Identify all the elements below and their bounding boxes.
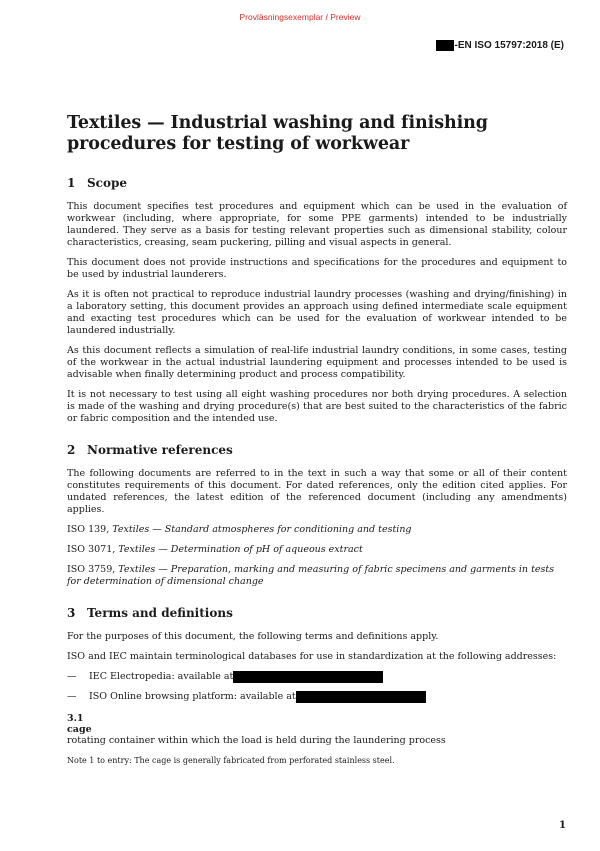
paragraph: This document does not provide instructions and specifications for the procedures and equipment to be used by industrial launderers. (67, 257, 567, 280)
reference-id: ISO 3759, (67, 564, 116, 575)
section-title: Normative references (87, 443, 233, 457)
reference-id: ISO 139, (67, 524, 110, 535)
paragraph: This document specifies test procedures and equipment which can be used in the evaluation of workwear (including, where appropriate, for some PPE garments) intended to be industrially laundered. They serve as a basis for testing relevant properties such as dimensional stability, colour characteristics, creasing, seam puckering, pilling and visual aspects in general. (67, 201, 567, 248)
section-heading-scope (67, 176, 567, 191)
paragraph: It is not necessary to test using all eight washing procedures nor both drying procedures. A selection is made of the washing and drying procedure(s) that are best suited to the characteristics of the fabric or fabric composition and the intended use. (67, 389, 567, 424)
redacted-link (296, 691, 426, 703)
reference-item (67, 524, 567, 536)
section-title: Scope (87, 176, 128, 190)
redacted-link (233, 671, 383, 683)
paragraph: The following documents are referred to in the text in such a way that some or all of their content constitutes requirements of this document. For dated references, only the edition cited applies. For undated references, the latest edition of the referenced document (including any amendments) applies. (67, 468, 567, 515)
term-note: Note 1 to entry: The cage is generally fabricated from perforated stainless steel. (67, 756, 395, 765)
section-number: 1 (67, 176, 76, 190)
list-item (67, 691, 567, 703)
paragraph: ISO and IEC maintain terminological databases for use in standardization at the following addresses: (67, 651, 557, 662)
document-number (436, 40, 565, 51)
reference-title: Textiles — Standard atmospheres for conditioning and testing (112, 524, 412, 535)
term-number: 3.1 (67, 713, 84, 724)
document-body (67, 113, 567, 766)
paragraph: As this document reflects a simulation of real-life industrial laundry conditions, in some cases, testing of the workwear in the actual industrial laundering equipment and processes intended to be used is advisable when finally determining product and process compatibility. (67, 345, 567, 380)
reference-id: ISO 3071, (67, 544, 116, 555)
redaction-block (436, 40, 454, 51)
page-number: 1 (559, 820, 566, 831)
section-heading-terms (67, 606, 567, 621)
document-title: Textiles — Industrial washing and finishing procedures for testing of workwear (67, 113, 488, 154)
section-number: 3 (67, 606, 76, 620)
reference-item (67, 544, 567, 556)
term-definition: rotating container within which the load is held during the laundering process (67, 735, 446, 746)
reference-title: Textiles — Determination of pH of aqueous extract (118, 544, 363, 555)
section-title: Terms and definitions (87, 606, 233, 620)
section-heading-normative-references (67, 443, 567, 458)
list-item (67, 671, 567, 683)
list-item-text: IEC Electropedia: available at (89, 671, 234, 682)
paragraph: As it is often not practical to reproduce industrial laundry processes (washing and drying/finishing) in a laboratory setting, this document provides an approach using defined intermediate scale equipment and exacting test procedures which can be used for the evaluation of workwear intended to be laundered industrially. (67, 289, 567, 336)
reference-item (67, 564, 567, 588)
list-dash: — (67, 671, 77, 682)
document-number-text: -EN ISO 15797:2018 (E) (454, 40, 564, 51)
section-number: 2 (67, 443, 76, 457)
paragraph: For the purposes of this document, the following terms and definitions apply. (67, 631, 439, 642)
list-dash: — (67, 691, 77, 702)
list-item-text: ISO Online browsing platform: available at (89, 691, 296, 702)
preview-watermark: Provläsningsexemplar / Preview (239, 12, 361, 22)
term-name: cage (67, 724, 92, 735)
reference-title: Textiles — Preparation, marking and measuring of fabric specimens and garments in tests for determination of dimensional change (67, 564, 555, 587)
